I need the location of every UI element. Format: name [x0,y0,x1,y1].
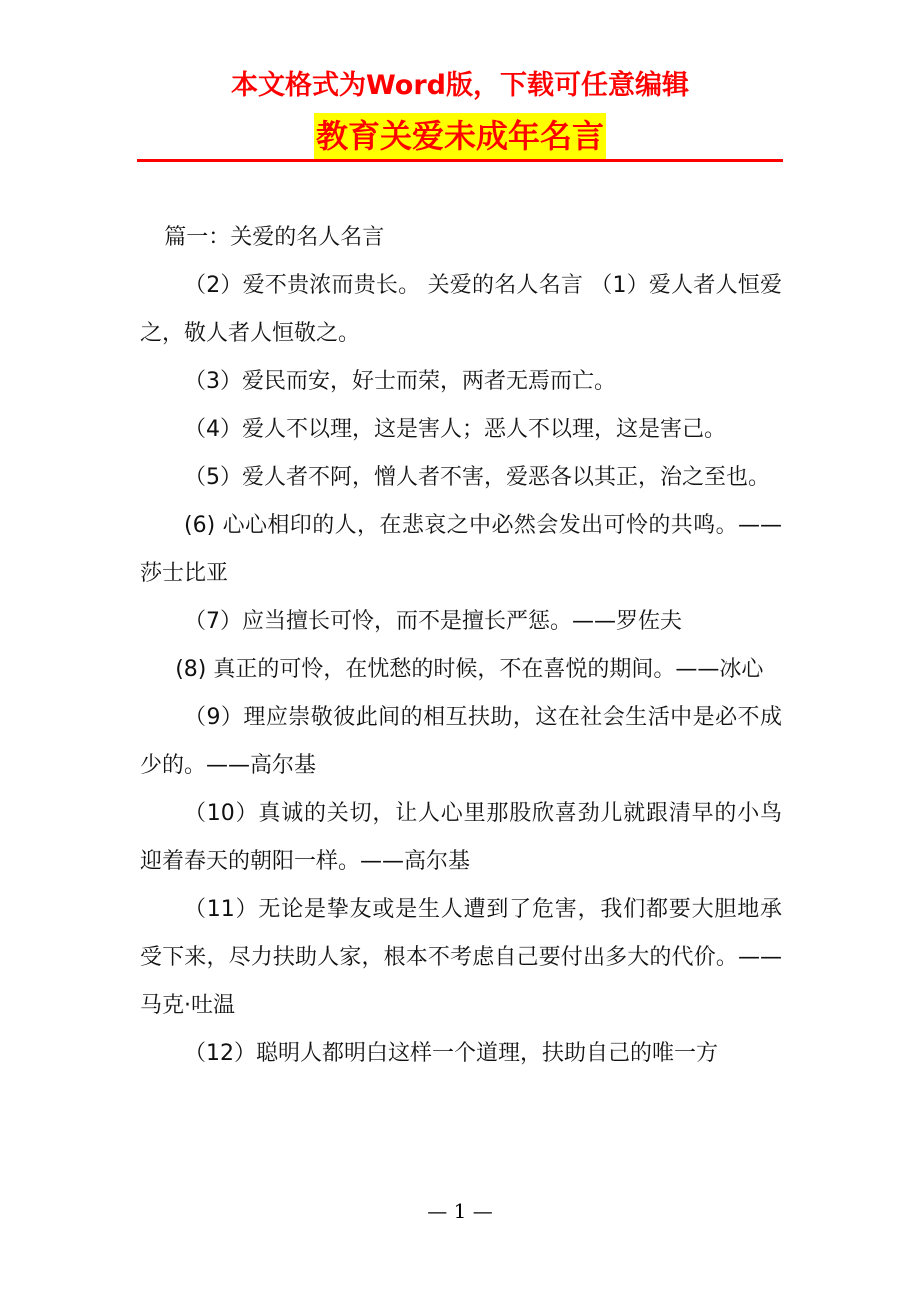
quote-paragraph: (6) 心心相印的人，在悲哀之中必然会发出可怜的共鸣。——莎士比亚 [140,513,782,586]
quote-paragraph: （9）理应崇敬彼此间的相互扶助，这在社会生活中是必不成少的。——高尔基 [140,705,782,778]
page-number: — 1 — [427,1199,493,1223]
section-heading: 篇一：关爱的名人名言 [164,225,385,250]
quote-paragraph: （5）爱人者不阿，憎人者不害，爱恶各以其正，治之至也。 [184,465,770,490]
quote-paragraph: （7）应当擅长可怜，而不是擅长严惩。——罗佐夫 [184,609,682,634]
quote-paragraph: （10）真诚的关切，让人心里那股欣喜劲儿就跟清早的小鸟迎着春天的朝阳一样。——高尔基 [140,801,782,874]
document-title: 教育关爱未成年名言 [314,113,606,159]
quote-paragraph: （11）无论是挚友或是生人遭到了危害，我们都要大胆地承受下来，尽力扶助人家，根本不考虑自己要付出多大的代价。——马克·吐温 [140,897,782,1018]
quote-paragraph: （2）爱不贵浓而贵长。 关爱的名人名言 （1）爱人者人恒爱之，敬人者人恒敬之。 [140,273,782,346]
quote-paragraph: （3）爱民而安，好士而荣，两者无焉而亡。 [184,369,616,394]
title-wrapper [0,113,920,159]
quote-paragraph: （4）爱人不以理，这是害人；恶人不以理，这是害己。 [184,417,726,442]
document-body [140,214,782,1078]
quote-paragraph: (8) 真正的可怜，在忧愁的时候，不在喜悦的期间。——冰心 [175,657,764,682]
quote-paragraph: （12）聪明人都明白这样一个道理，扶助自己的唯一方 [184,1041,718,1066]
format-notice: 本文格式为Word版，下载可任意编辑 [230,70,689,101]
title-divider [137,159,783,162]
